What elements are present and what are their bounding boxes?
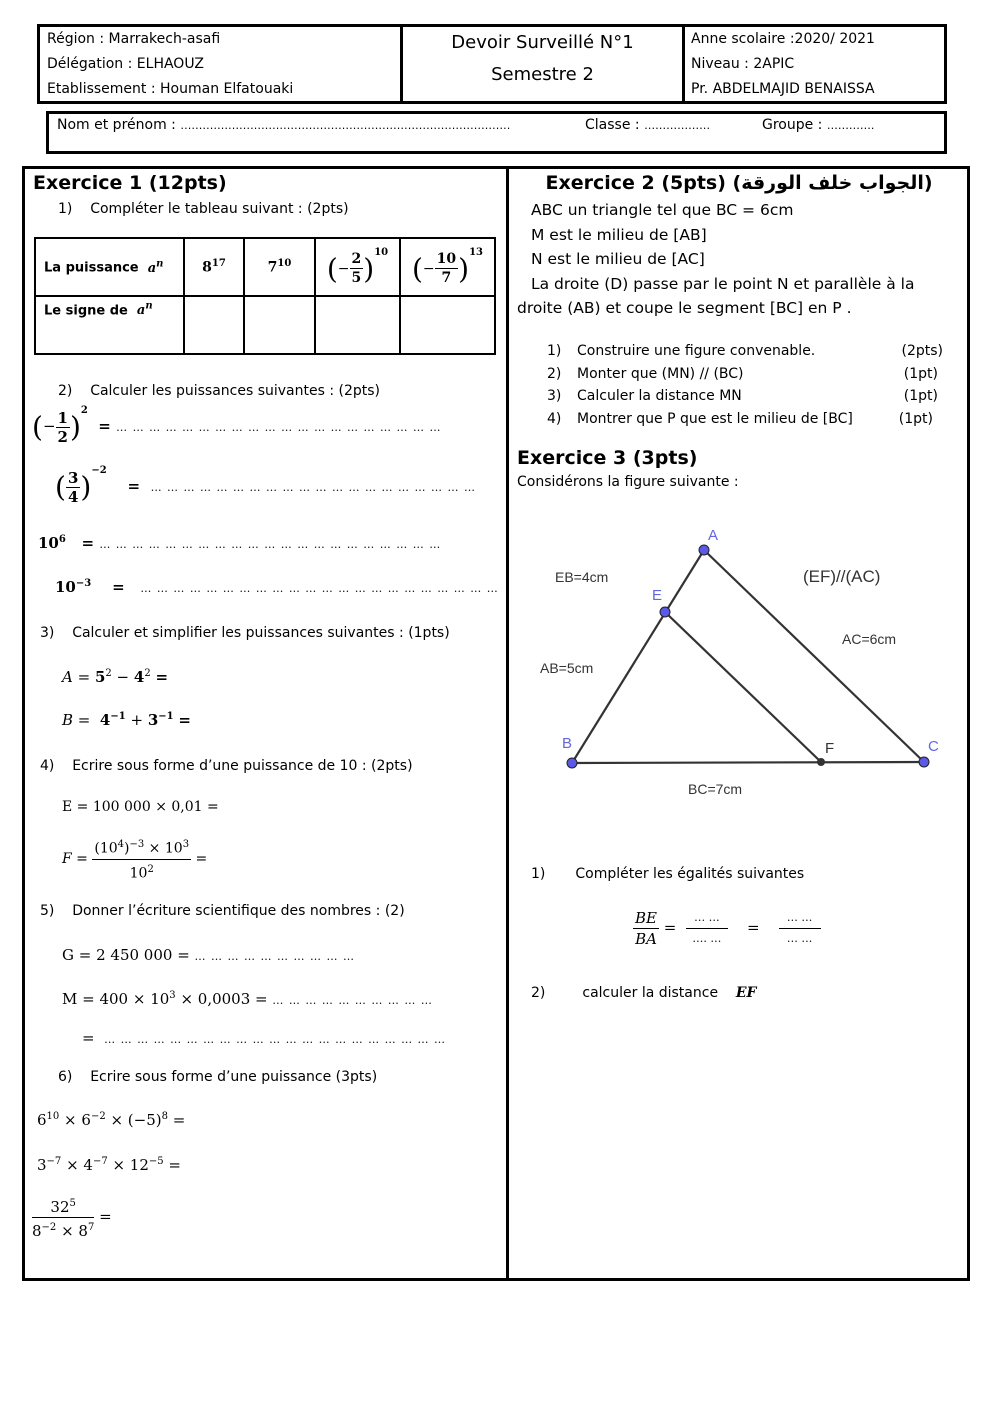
- point-a-icon: [699, 545, 709, 555]
- ex2-question-2: 2) Monter que (MN) // (BC) (1pt): [547, 365, 938, 382]
- ex3-intro: Considérons la figure suivante :: [517, 474, 739, 490]
- ex2-question-1: 1) Construire une figure convenable. (2pts): [547, 343, 943, 359]
- ex1-q2: 2) Calculer les puissances suivantes : (2pts): [58, 383, 381, 399]
- ex2-question-4: 4) Montrer que P que est le milieu de [BC] (1pt): [547, 410, 933, 427]
- header-right: [691, 27, 875, 102]
- teacher-text: Pr. ABDELMAJID BENAISSA: [691, 81, 875, 97]
- ex1-q1: 1) Compléter le tableau suivant : (2pts): [58, 201, 349, 217]
- answer-line[interactable]: … … … … … … … … … … … … … … … … … … … … …: [104, 1033, 447, 1046]
- answer-line[interactable]: … … … … … … … … … … … … … … … … … … … …: [116, 421, 442, 434]
- triangle-figure: [520, 510, 960, 810]
- sign-answer-cell-2[interactable]: [244, 296, 315, 354]
- class-field[interactable]: ………………: [644, 119, 711, 132]
- delegation-text: Délégation : ELHAOUZ: [47, 56, 204, 72]
- q4-expr-f: F = $\frac{(10^4)^{-3} \times 10^3}{10^2}$ =: [62, 835, 207, 883]
- segment-ef: [665, 612, 821, 762]
- ex3-ratio-equation: $\frac{BE}{BA}$ = $\frac{\dots \dots}{\dots. \dots}$ = $\frac{\dots \dots}{\dots \dots}$: [633, 908, 821, 949]
- measure-ab: AB=5cm: [540, 660, 594, 676]
- etablissement-text: Etablissement : Houman Elfatouaki: [47, 81, 294, 97]
- segment-bc: [572, 762, 924, 763]
- school-year-text: Anne scolaire :2020/ 2021: [691, 31, 875, 47]
- exam-title: Devoir Surveillé N°1: [451, 32, 634, 53]
- ex2-line-4: La droite (D) passe par le point N et parallèle à la: [531, 274, 915, 293]
- table-row: [35, 296, 495, 354]
- answer-line[interactable]: … … … … … … … … … … … … … … … … … … … … …: [99, 538, 442, 551]
- q4-expr-e: E = 100 000 × 0,01 =: [62, 799, 219, 815]
- ex2-line-5: droite (AB) et coupe le segment [BC] en P .: [517, 299, 852, 317]
- q6-expr-1: $6^{10} \times 6^{-2} \times (-5)^8$ =: [37, 1111, 186, 1129]
- point-b-icon: [567, 758, 577, 768]
- class-field-group: [585, 117, 710, 133]
- point-c-icon: [919, 757, 929, 767]
- ex1-title: Exercice 1 (12pts): [33, 172, 227, 194]
- cell-power-3: (− $\frac{2}{5}$ )$^{10}$: [315, 238, 400, 296]
- q2-item-3: $10^6$ = … … … … … … … … … … … … … … … … … … … … …: [38, 534, 442, 552]
- answer-line[interactable]: … … … … … … … … … … … … … … … … … … … …: [150, 481, 476, 494]
- q2-item-2: ( $\frac{3}{4}$ )$^{-2}$ = … … … … … … … … … … … … … … … … … … … …: [55, 465, 476, 506]
- answer-line[interactable]: … … … … … … … … … …: [272, 994, 433, 1007]
- ex3-title: Exercice 3 (3pts): [517, 447, 698, 469]
- ex2-statement: [517, 198, 914, 321]
- cell-power-1: $8^{17}$: [184, 238, 244, 296]
- table-row: [35, 238, 495, 296]
- q2-item-1: (− $\frac{1}{2}$ )$^2$ = … … … … … … … … … … … … … … … … … … … …: [32, 405, 442, 446]
- answer-fraction-1[interactable]: $\frac{\dots \dots}{\dots. \dots}$: [686, 908, 728, 949]
- ex2-question-3: 3) Calculer la distance MN (1pt): [547, 388, 938, 404]
- cell-power-2: $7^{10}$: [244, 238, 315, 296]
- region-text: Région : Marrakech-asafi: [47, 31, 221, 47]
- row-label-power: La puissance $a^n$: [35, 238, 184, 296]
- ex1-q6: 6) Ecrire sous forme d’une puissance (3pts): [58, 1069, 378, 1085]
- parallel-note: (EF)//(AC): [803, 567, 881, 586]
- sign-answer-cell-1[interactable]: [184, 296, 244, 354]
- q3-expr-a: $A = 5^2 - 4^2$ =: [62, 668, 169, 686]
- ex3-q1: 1) Compléter les égalités suivantes: [531, 866, 805, 882]
- header-center: [403, 30, 682, 94]
- q5-expr-m2: = … … … … … … … … … … … … … … … … … … … … …: [82, 1029, 447, 1047]
- q3-expr-b: $B = 4^{-1} + 3^{-1}$ =: [62, 711, 191, 729]
- q5-expr-g: G = 2 450 000 = … … … … … … … … … …: [62, 946, 356, 964]
- class-label: Classe :: [585, 117, 640, 133]
- point-e-icon: [660, 607, 670, 617]
- header-left: [47, 27, 293, 102]
- level-text: Niveau : 2APIC: [691, 56, 795, 72]
- ex2-title: Exercice 2 (5pts) (الجواب خلف الورقة): [545, 172, 933, 194]
- ex3-q2: 2) calculer la distance EF: [531, 985, 757, 1001]
- ex2-line-1: ABC un triangle tel que BC = 6cm: [531, 201, 794, 219]
- measure-eb: EB=4cm: [555, 569, 609, 585]
- student-info-line: [57, 117, 510, 133]
- answer-line[interactable]: … … … … … … … … … … … … … … … … … … … … … …: [140, 582, 499, 595]
- q2-item-4: $10^{-3}$ = … … … … … … … … … … … … … … … … … … … … … …: [55, 578, 499, 596]
- exam-semester: Semestre 2: [491, 64, 594, 85]
- label-c: C: [928, 738, 939, 755]
- group-field[interactable]: ………….: [826, 119, 875, 132]
- measure-ac: AC=6cm: [842, 631, 897, 647]
- name-field[interactable]: ………………………………………………………………………………: [180, 119, 511, 132]
- ex2-line-3: N est le milieu de [AC]: [531, 250, 705, 268]
- column-divider: [506, 166, 509, 1281]
- q5-expr-m: $M = 400 \times 10^3 \times 0,0003$ = … … … … … … … … … …: [62, 990, 433, 1008]
- label-f: F: [825, 740, 835, 757]
- label-b: B: [562, 735, 573, 752]
- ex1-q5: 5) Donner l’écriture scientifique des nombres : (2): [40, 903, 405, 919]
- ex2-questions: [547, 340, 943, 430]
- ex1-q3: 3) Calculer et simplifier les puissances suivantes : (1pts): [40, 625, 450, 641]
- label-a: A: [708, 527, 719, 544]
- measure-bc: BC=7cm: [688, 781, 743, 797]
- row-label-sign: Le signe de $a^n$: [35, 296, 184, 354]
- power-table: [34, 237, 496, 355]
- q6-expr-3: $\frac{32^5}{8^{-2} \times 8^7}$ =: [32, 1194, 112, 1241]
- sign-answer-cell-3[interactable]: [315, 296, 400, 354]
- group-label: Groupe :: [762, 117, 823, 133]
- label-e: E: [652, 587, 663, 604]
- answer-line[interactable]: … … … … … … … … … …: [194, 950, 356, 963]
- cell-power-4: (− $\frac{10}{7}$ )$^{13}$: [400, 238, 495, 296]
- point-f-icon: [817, 758, 825, 766]
- answer-fraction-2[interactable]: $\frac{\dots \dots}{\dots \dots}$: [779, 908, 821, 949]
- name-label: Nom et prénom :: [57, 117, 176, 133]
- group-field-group: [762, 117, 874, 133]
- sign-answer-cell-4[interactable]: [400, 296, 495, 354]
- ex2-line-2: M est le milieu de [AB]: [531, 225, 707, 244]
- header-divider-2: [682, 24, 685, 104]
- q6-expr-2: $3^{-7} \times 4^{-7} \times 12^{-5}$ =: [37, 1156, 181, 1174]
- ex1-q4: 4) Ecrire sous forme d’une puissance de 10 : (2pts): [40, 758, 413, 774]
